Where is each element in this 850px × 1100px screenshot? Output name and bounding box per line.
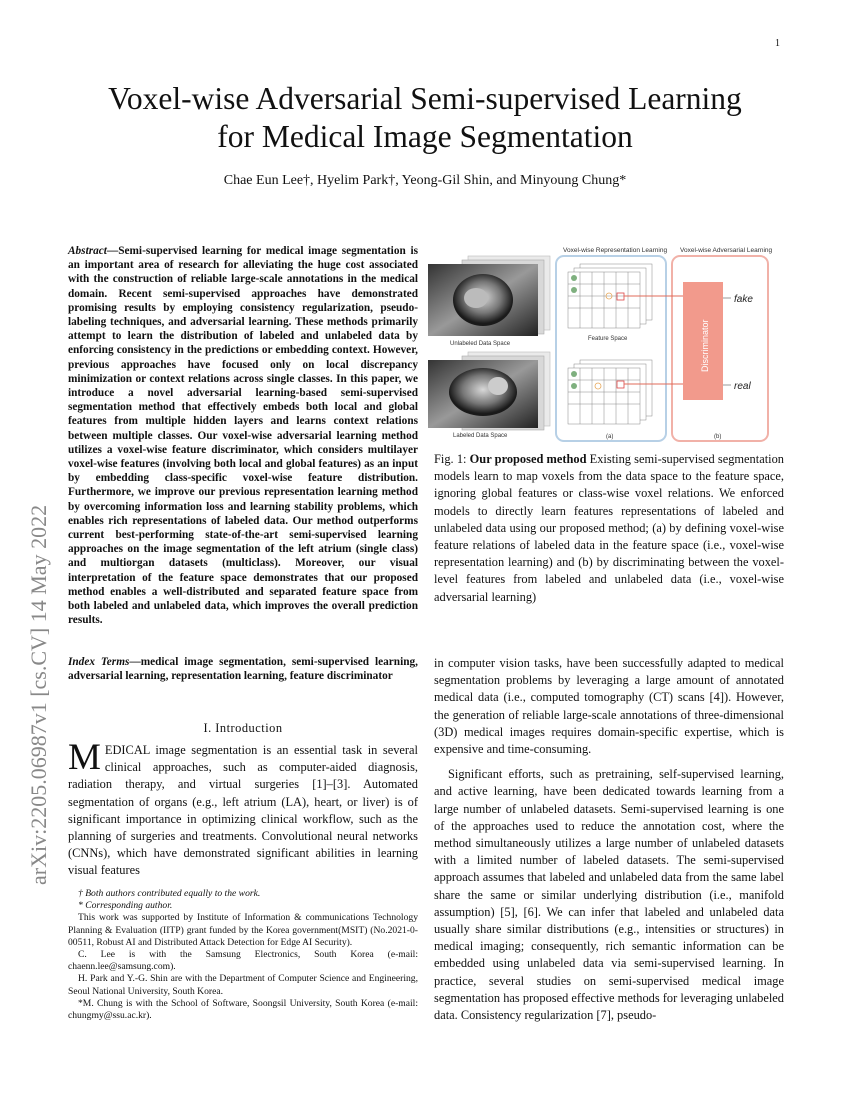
footnote-chung: *M. Chung is with the School of Software, Soongsil University, South Korea (e-mail: chungmy@ssu.ac.kr). <box>68 997 418 1022</box>
footnote-corresponding: * Corresponding author. <box>78 900 173 912</box>
fig-title-left: Voxel-wise Representation Learning <box>563 247 668 254</box>
intro-paragraph <box>68 737 418 880</box>
feature-grid-bottom <box>568 360 652 424</box>
paper-title <box>60 80 790 156</box>
labeled-data-label: Labeled Data Space <box>453 433 508 439</box>
discriminator-label: Discriminator <box>700 319 710 372</box>
figure-caption <box>434 451 784 606</box>
unlabeled-ct-stack <box>428 256 550 336</box>
caption-bold: Our proposed method <box>469 452 587 466</box>
index-terms-label: Index Terms <box>68 656 130 668</box>
footnote-funding: This work was supported by Institute of Information & communications Technology Planning & Evaluation (IITP) grant funded by the Korea government(MSIT) (No.2021-0-00511, Robust AI and Distributed Attack Detection for Edge AI Security). <box>68 912 418 948</box>
caption-text: Existing semi-supervised segmentation models learn to map voxels from the data space to the feature space, ignoring global features or class-wise voxel relations. We enforced models to directly learn features representations of labeled and unlabeled data using our proposed method; (a) by defining voxel-wise feature relations of labeled data in the feature space (i.e., voxel-wise representation learning) and (b) by discriminating between the voxel-level features from labeled and unlabeled data (i.e., voxel-wise adversarial learning) <box>434 452 784 604</box>
footnote-park-shin: H. Park and Y.-G. Shin are with the Department of Computer Science and Engineering, Seoul National University, South Korea. <box>68 973 418 997</box>
caption-label: Fig. 1: <box>434 452 467 466</box>
section-heading: I. Introduction <box>203 721 283 735</box>
index-terms-text: —medical image segmentation, semi-supervised learning, adversarial learning, representation learning, feature discriminator <box>68 656 418 683</box>
abstract <box>68 244 418 627</box>
feature-space-label: Feature Space <box>588 336 628 342</box>
right-paragraph-1: in computer vision tasks, have been successfully adapted to medical segmentation problems by leveraging a large amount of annotated medical data (i.e., computed tomography (CT) scans [4]). However, the generation of reliable large-scale annotations of three-dimensional (3D) medical images requires domain-specific expertise, which is expensive and time-consuming. <box>434 656 784 757</box>
abstract-text: —Semi-supervised learning for medical image segmentation is an important area of research for alleviating the huge cost associated with the construction of reliable large-scale annotations in the medical domain. Recent semi-supervised approaches have demonstrated promising results by employing consistency regularization, pseudo-labeling techniques, and adversarial learning. These methods primarily attempt to learn the distribution of labeled and unlabeled data by enforcing consistency in the predictions or embedding context. However, previous approaches have focused only on local discrepancy minimization or context relations across single classes. In this paper, we introduce a novel adversarial learning-based semi-supervised segmentation method that effectively embeds both local and global features from multiple hidden layers and learns context relations between multiple classes. Our voxel-wise adversarial learning method utilizes a voxel-wise feature discriminator, which considers multilayer voxel-wise features (involving both local and global features) as an input by embedding class-specific voxel-wise feature distribution. Furthermore, we improve our previous representation learning method by overcoming information loss and learning stability problems, which enables rich representations of labeled data. Our method outperforms current best-performing state-of-the-art semi-supervised learning approaches on the image segmentation of the left atrium (single class) and multiorgan datasets (multiclass). Moreover, our visual interpretation of the feature space demonstrates that our proposed method enables a well-distributed and separated feature space from both labeled and unlabeled data, which improves the overall prediction results. <box>68 245 418 627</box>
panel-b-label: (b) <box>714 434 722 440</box>
abstract-label: Abstract <box>68 245 107 257</box>
intro-text: EDICAL image segmentation is an essential task in several clinical approaches, such as computer-aided diagnosis, radiation therapy, and virtual surgeries [1]–[3]. Automated segmentation of organs (e.g., left atrium (LA), heart, or liver) is of significant importance in optimizing clinical workflow, such as the planning of surgeries and treatments. Convolutional neural networks (CNNs), which have demonstrated significant abilities in learning visual features <box>68 743 418 878</box>
right-paragraph-2: Significant efforts, such as pretraining, self-supervised learning, and active learning, have been dedicated towards learning from a large number of unlabeled datasets. Semi-supervised learning is one of the approaches used to reduce the annotation cost, where the method simultaneously utilizes a large number of unlabeled datasets with a limited number of labeled datasets. The semi-supervised approach assumes that labeled and unlabeled data from the same label share the same or similar underlying distribution (i.e., manifold assumption) [5], [6]. We can infer that labeled and unlabeled data usually share similar distributions (e.g., intensities or structures) in medical imaging; consequently, rich semantic information can be embedded using unlabeled data via semi-supervised learning. In practice, several studies on semi-supervised medical image segmentation has proposed effective methods for leveraging unlabeled data. Consistency regularization [7], pseudo- <box>434 767 784 1023</box>
footnotes <box>68 887 418 1022</box>
arxiv-stamp-text: arXiv:2205.06987v1 [cs.CV] 14 May 2022 <box>26 504 51 885</box>
page-number: 1 <box>775 38 780 49</box>
panel-a-label: (a) <box>606 434 614 440</box>
drop-cap: M <box>68 737 101 778</box>
footnote-equal: † Both authors contributed equally to the work. <box>78 888 261 899</box>
right-column-text <box>434 655 784 1024</box>
labeled-ct-stack <box>428 352 550 430</box>
arxiv-stamp <box>8 330 58 890</box>
fake-label: fake <box>734 294 753 305</box>
unlabeled-data-label: Unlabeled Data Space <box>450 341 511 347</box>
figure-1 <box>428 240 773 445</box>
authors: Chae Eun Lee†, Hyelim Park†, Yeong-Gil Shin, and Minyoung Chung* <box>223 173 627 188</box>
title-line-2: for Medical Image Segmentation <box>217 119 633 154</box>
title-line-1: Voxel-wise Adversarial Semi-supervised Learning <box>108 81 742 116</box>
fig-title-right: Voxel-wise Adversarial Learning <box>680 247 773 254</box>
index-terms <box>68 655 418 683</box>
real-label: real <box>734 381 751 392</box>
footnote-lee: C. Lee is with the Samsung Electronics, South Korea (e-mail: chaenn.lee@samsung.com). <box>68 949 418 973</box>
